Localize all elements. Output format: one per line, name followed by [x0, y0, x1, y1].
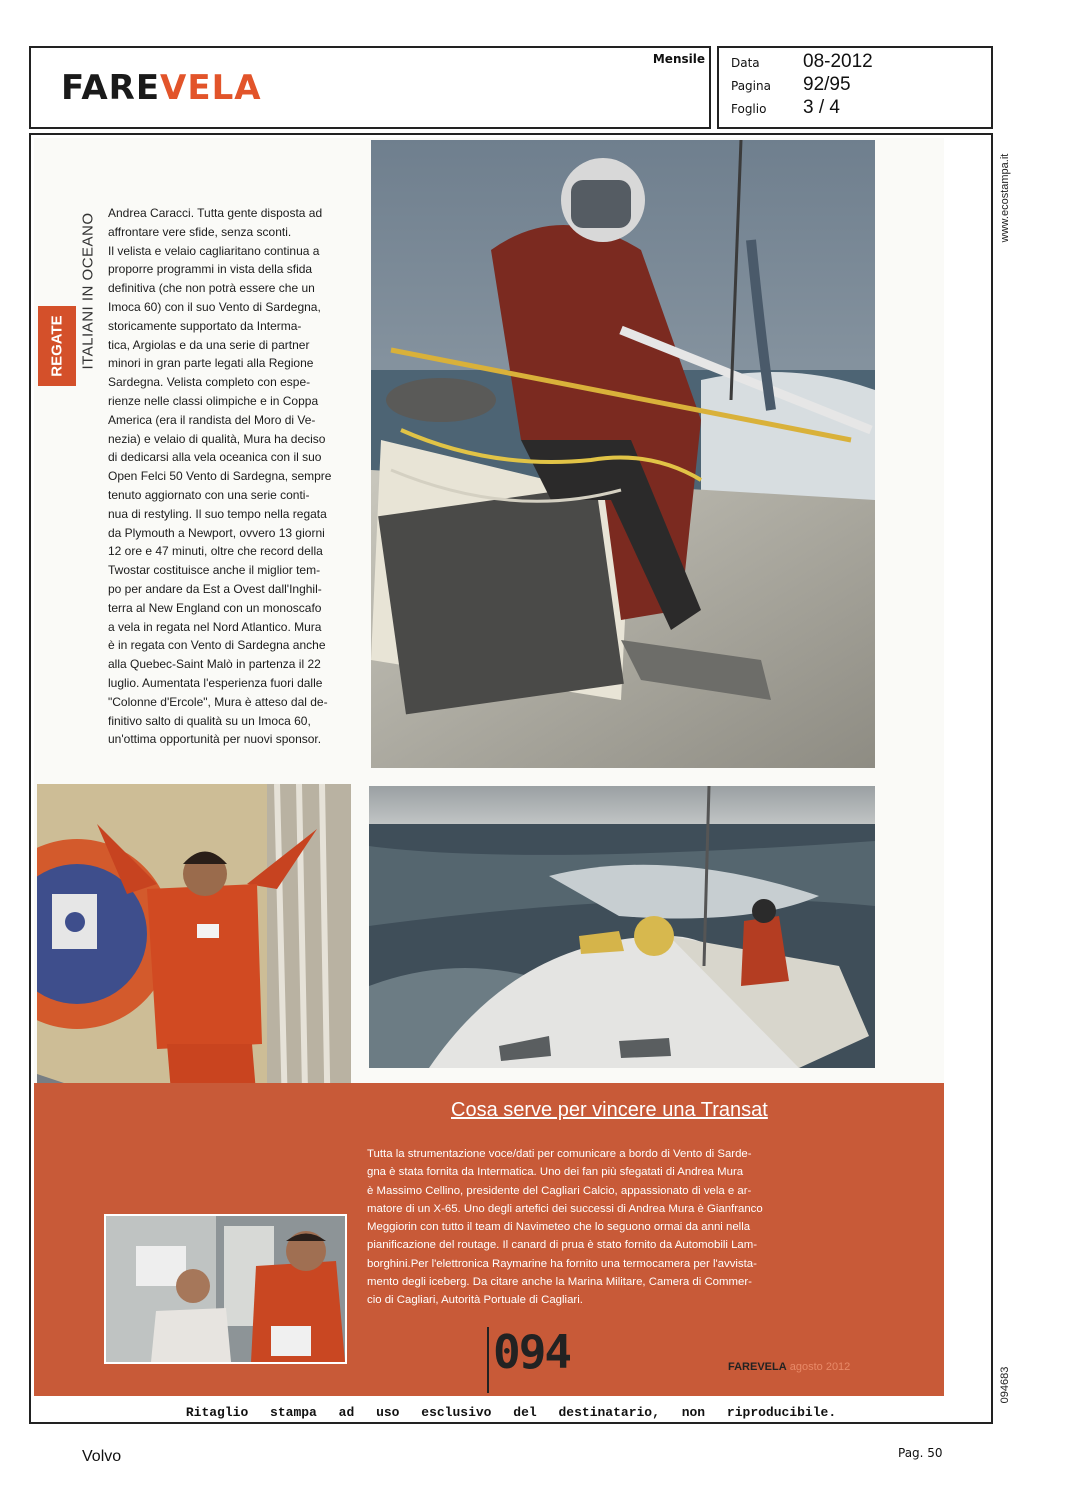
- photo-boat-at-sea: [369, 786, 875, 1068]
- side-code: 094683: [999, 1366, 1011, 1404]
- article-line: 12 ore e 47 minuti, oltre che record della: [108, 544, 323, 559]
- page-number-divider: [487, 1327, 489, 1393]
- page-number: 094: [493, 1325, 571, 1379]
- section-tag-label: REGATE: [48, 315, 66, 377]
- sidebar-box-line: è Massimo Cellino, presidente del Cagliari Calcio, appassionato di vela e ar-: [367, 1184, 752, 1197]
- meta-label: Foglio: [731, 102, 767, 116]
- article-line: Sardegna. Velista completo con espe-: [108, 375, 311, 390]
- sidebar-box-line: Tutta la strumentazione voce/dati per comunicare a bordo di Vento di Sarde-: [367, 1148, 752, 1160]
- side-url: www.ecostampa.it: [999, 153, 1011, 243]
- photo-two-men: [104, 1214, 347, 1364]
- masthead-logo: FAREVELA: [61, 68, 262, 108]
- article-line: nua di restyling. Il suo tempo nella regata: [108, 506, 327, 521]
- sidebar-box-line: pianificazione del routage. Il canard di prua è stato fornito da Automobili Lam-: [367, 1239, 758, 1252]
- article-line: di dedicarsi alla vela oceanica con il suo: [108, 450, 322, 465]
- sidebar-box-line: gna è stata fornita da Intermatica. Uno dei fan più sfegatati di Andrea Mura: [367, 1166, 744, 1179]
- article-line: tenuto aggiornato con una serie conti-: [108, 487, 310, 502]
- section-tag: [38, 196, 97, 386]
- periodicity-label: Mensile: [652, 52, 705, 66]
- article-line: po per andare da Est a Ovest dall'Inghil-: [108, 581, 322, 596]
- article-line: Twostar costituisce anche il miglior tem-: [108, 563, 321, 578]
- sidebar-box-line: cio di Cagliari, Autorità Portuale di Cagliari.: [367, 1294, 583, 1307]
- article-line: alla Quebec-Saint Malò in partenza il 22: [108, 657, 321, 672]
- article-line: Andrea Caracci. Tutta gente disposta ad: [108, 206, 323, 220]
- article-body: [108, 204, 354, 749]
- disclaimer: Ritaglio stampa ad uso esclusivo del destinatario, non riproducibile.: [185, 1405, 837, 1420]
- meta-value: 08-2012: [803, 51, 873, 72]
- article-line: da Plymouth a Newport, ovvero 13 giorni: [108, 525, 325, 540]
- article-line: America (era il randista del Moro di Ve-: [108, 412, 316, 427]
- article-line: Open Felci 50 Vento di Sardegna, sempre: [108, 469, 332, 484]
- meta-page: [731, 74, 851, 95]
- article-line: finitivo salto di qualità su un Imoca 60,: [108, 713, 311, 728]
- article-line: nezia) e velaio di qualità, Mura ha deciso: [108, 431, 326, 446]
- article-line: tica, Argiolas e da una serie di partner: [108, 337, 310, 352]
- meta-label: Data: [731, 56, 760, 70]
- meta-sheet: [731, 97, 840, 118]
- footer-page: Pag. 50: [898, 1446, 943, 1460]
- article-line: è in regata con Vento di Sardegna anche: [108, 638, 326, 653]
- footer-client: Volvo: [82, 1448, 122, 1465]
- meta-date: [731, 51, 873, 72]
- article-line: un'ottima opportunità per nuovi sponsor.: [108, 732, 322, 747]
- sidebar-box-line: borghini.Per l'elettronica Raymarine ha fornito una termocamera per l'avvista-: [367, 1257, 757, 1270]
- photo-sailor-at-helm: [371, 140, 875, 768]
- issue-meta-box: [717, 46, 993, 129]
- sidebar-box-line: Meggiorin con tutto il team di Navimeteo che lo seguono ormai da anni nella: [367, 1221, 751, 1234]
- meta-label: Pagina: [731, 79, 771, 93]
- meta-value: 3 / 4: [803, 97, 840, 118]
- section-subtitle: ITALIANI IN OCEANO: [79, 212, 97, 370]
- page-footer-brand: FAREVELA agosto 2012: [728, 1361, 851, 1373]
- article-line: Il velista e velaio cagliaritano continua a: [108, 243, 320, 258]
- sidebar-box-title: Cosa serve per vincere una Transat: [451, 1099, 768, 1121]
- article-lines: [108, 204, 354, 749]
- sidebar-box-line: mento degli iceberg. Da citare anche la Marina Militare, Camera di Commer-: [367, 1276, 752, 1289]
- article-line: Imoca 60) con il suo Vento di Sardegna,: [108, 299, 321, 314]
- meta-value: 92/95: [803, 74, 851, 95]
- article-line: "Colonne d'Ercole", Mura è atteso dal de-: [108, 694, 328, 709]
- sidebar-box-text: [367, 1145, 873, 1310]
- article-line: rienze nelle classi olimpiche e in Coppa: [108, 393, 319, 408]
- article-line: proporre programmi in vista della sfida: [108, 262, 313, 277]
- sidebar-box-line: matore di un X-65. Uno degli artefici dei successi di Andrea Mura è Gianfranco: [367, 1202, 763, 1215]
- article-line: minori in gran parte legati alla Regione: [108, 356, 314, 371]
- article-line: a vela in regata nel Nord Atlantico. Mura: [108, 619, 322, 634]
- article-line: definitiva (che non potrà essere che un: [108, 281, 315, 296]
- masthead-box: [29, 46, 711, 129]
- article-line: affrontare vere sfide, senza sconti.: [108, 224, 292, 239]
- article-line: storicamente supportato da Interma-: [108, 318, 302, 333]
- article-line: luglio. Aumentata l'esperienza fuori dalle: [108, 675, 323, 690]
- article-line: terra al New England con un monoscafo: [108, 600, 322, 615]
